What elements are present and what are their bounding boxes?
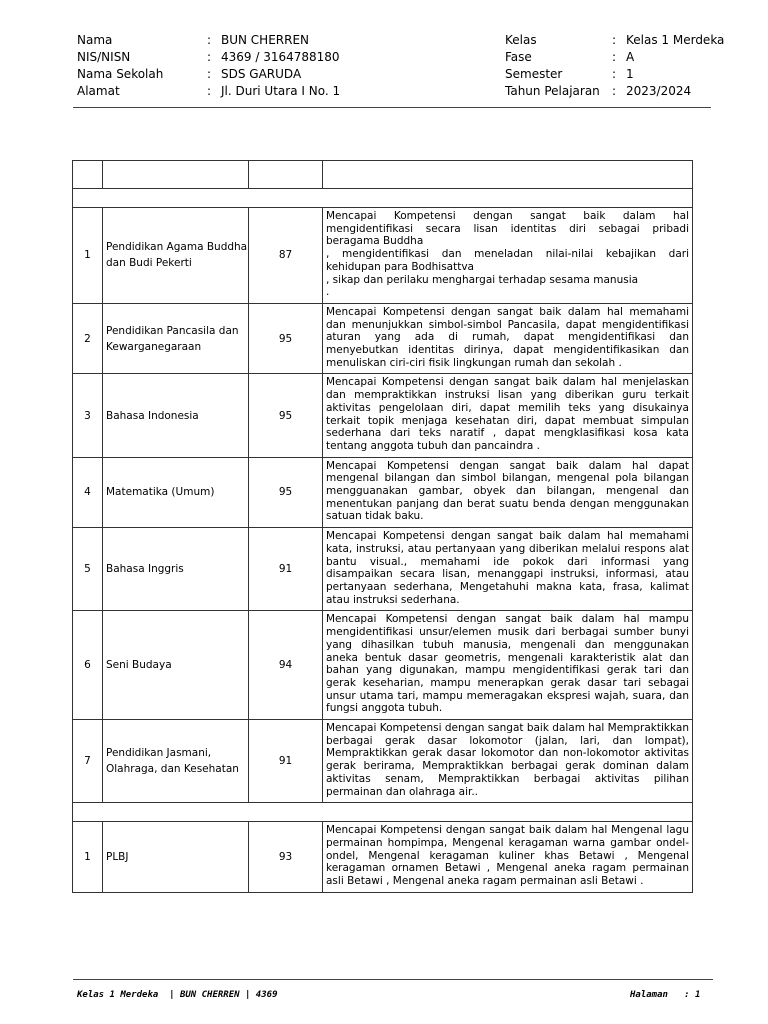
info-value: Jl. Duri Utara I No. 1 bbox=[221, 84, 341, 98]
header-cell bbox=[73, 161, 103, 189]
info-row-alamat bbox=[77, 83, 340, 100]
subject-description: Mencapai Kompetensi dengan sangat baik dalam hal Mempraktikkan berbagai gerak dasar lokomotor (jalan, lari, dan lompat), Mempraktikkan gerak dasar lokomotor dan non-lokomotor aktivitas gerak berirama, Mempraktikkan berbagai gerak dominan dalam aktivitas senam, Mempraktikkan berbagai aktivitas pilihan permainan dan olahraga air.. bbox=[323, 720, 693, 803]
info-value: BUN CHERREN bbox=[221, 33, 310, 47]
footer-divider bbox=[73, 979, 713, 980]
table-row bbox=[73, 303, 693, 374]
info-row-semester bbox=[505, 66, 724, 83]
info-label: Nama bbox=[77, 33, 113, 47]
subject-number: 7 bbox=[73, 720, 103, 803]
subject-score: 93 bbox=[249, 822, 323, 893]
info-label: Tahun Pelajaran bbox=[505, 84, 600, 98]
info-value: Kelas 1 Merdeka bbox=[626, 33, 725, 47]
subject-number: 1 bbox=[73, 822, 103, 893]
header-divider bbox=[73, 107, 711, 108]
subject-description: Mencapai Kompetensi dengan sangat baik dalam hal mengidentifikasi secara lisan identitas diri sebagai pribadi beragama Buddha , mengidentifikasi dan meneladan nilai-nilai kebajikan dari kehidupan para Bodhisattva , sikap dan perilaku menghargai terhadap sesama manusia . bbox=[323, 208, 693, 304]
subject-score: 91 bbox=[249, 528, 323, 611]
subject-name: Bahasa Indonesia bbox=[103, 374, 249, 457]
info-label: Fase bbox=[505, 50, 532, 64]
subject-description: Mencapai Kompetensi dengan sangat baik dalam hal mampu mengidentifikasi unsur/elemen musik dari berbagai sumber bunyi yang dihasilkan tubuh manusia, mengenali dan menggunakan aneka bentuk dasar geometris, mengenali karakteristik alat dan bahan yang digunakan, mampu mengidentifikasi gerak tari dan gerak keseharian, mampu menerapkan gerak dasar tari sebagai unsur utama tari, mampu memeragakan ekspresi wajah, suara, dan fungsi anggota tubuh. bbox=[323, 611, 693, 720]
header-cell bbox=[103, 161, 249, 189]
info-label: Kelas bbox=[505, 33, 537, 47]
group-separator-row bbox=[73, 189, 693, 208]
header-cell bbox=[323, 161, 693, 189]
info-colon: : bbox=[612, 67, 617, 81]
info-colon: : bbox=[207, 67, 212, 81]
group-separator-row bbox=[73, 803, 693, 822]
info-colon: : bbox=[207, 84, 212, 98]
info-colon: : bbox=[612, 33, 617, 47]
info-row-sekolah bbox=[77, 66, 340, 83]
subject-number: 6 bbox=[73, 611, 103, 720]
info-value: 2023/2024 bbox=[626, 84, 692, 98]
subject-description: Mencapai Kompetensi dengan sangat baik dalam hal menjelaskan dan mempraktikkan instruksi lisan yang diberikan guru terkait aktivitas pengelolaan diri, dapat memilih teks yang disukainya terkait topik menjaga kesehatan diri, dapat membuat simpulan sederhana dari teks naratif , dapat mengklasifikasi kosa kata tentang anggota tubuh dan pancaindra . bbox=[323, 374, 693, 457]
subject-score: 95 bbox=[249, 374, 323, 457]
subject-score: 94 bbox=[249, 611, 323, 720]
info-label: Alamat bbox=[77, 84, 120, 98]
grades-table bbox=[72, 160, 693, 893]
subject-number: 5 bbox=[73, 528, 103, 611]
table-row bbox=[73, 528, 693, 611]
subject-name: Pendidikan Jasmani, Olahraga, dan Kesehatan bbox=[103, 720, 249, 803]
subject-number: 3 bbox=[73, 374, 103, 457]
info-row-kelas bbox=[505, 32, 724, 49]
table-header-row bbox=[73, 161, 693, 189]
subject-description: Mencapai Kompetensi dengan sangat baik dalam hal memahami kata, instruksi, atau pertanyaan yang diberikan melalui respons alat bantu visual., memahami ide pokok dari informasi yang disampaikan secara lisan, menanggapi instruksi, informasi, atau pertanyaan sederhana, Mengetahuhi makna kata, frasa, kalimat atau instruksi sederhana. bbox=[323, 528, 693, 611]
info-colon: : bbox=[207, 33, 212, 47]
info-colon: : bbox=[612, 50, 617, 64]
subject-number: 4 bbox=[73, 457, 103, 528]
info-label: NIS/NISN bbox=[77, 50, 131, 64]
subject-description: Mencapai Kompetensi dengan sangat baik dalam hal dapat mengenal bilangan dan simbol bilangan, mengenal pola bilangan mengguanakan gambar, obyek dan bilangan, mengenal dan menentukan panjang dan berat suatu benda dengan menggunakan satuan tidak baku. bbox=[323, 457, 693, 528]
subject-number: 1 bbox=[73, 208, 103, 304]
class-info bbox=[505, 32, 724, 100]
info-colon: : bbox=[612, 84, 617, 98]
subject-score: 87 bbox=[249, 208, 323, 304]
subject-description: Mencapai Kompetensi dengan sangat baik dalam hal Mengenal lagu permainan hompimpa, Mengenal keragaman warna gambar ondel-ondel, Mengenal keragaman kuliner khas Betawi , Mengenal keragaman ornamen Betawi , Mengenal aneka ragam permainan asli Betawi , Mengenal aneka ragam permainan asli Betawi . bbox=[323, 822, 693, 893]
subject-name: Pendidikan Agama Buddha dan Budi Pekerti bbox=[103, 208, 249, 304]
info-value: 4369 / 3164788180 bbox=[221, 50, 340, 64]
header-cell bbox=[249, 161, 323, 189]
info-label: Nama Sekolah bbox=[77, 67, 164, 81]
student-info bbox=[77, 32, 340, 100]
subject-name: Pendidikan Pancasila dan Kewarganegaraan bbox=[103, 303, 249, 374]
footer-page-number: Halaman : 1 bbox=[630, 990, 701, 1000]
subject-name: PLBJ bbox=[103, 822, 249, 893]
subject-name: Bahasa Inggris bbox=[103, 528, 249, 611]
subject-number: 2 bbox=[73, 303, 103, 374]
group-separator-cell bbox=[73, 189, 693, 208]
table-row bbox=[73, 611, 693, 720]
info-value: 1 bbox=[626, 67, 634, 81]
info-value: SDS GARUDA bbox=[221, 67, 302, 81]
subject-score: 95 bbox=[249, 303, 323, 374]
table-row bbox=[73, 457, 693, 528]
info-row-tahun bbox=[505, 83, 724, 100]
info-row-nama bbox=[77, 32, 340, 49]
subject-name: Matematika (Umum) bbox=[103, 457, 249, 528]
info-value: A bbox=[626, 50, 635, 64]
table-row bbox=[73, 822, 693, 893]
info-colon: : bbox=[207, 50, 212, 64]
group-separator-cell bbox=[73, 803, 693, 822]
table-row bbox=[73, 208, 693, 304]
subject-score: 95 bbox=[249, 457, 323, 528]
footer-student: Kelas 1 Merdeka | BUN CHERREN | 4369 bbox=[77, 990, 278, 1000]
info-row-fase bbox=[505, 49, 724, 66]
subject-score: 91 bbox=[249, 720, 323, 803]
table-row bbox=[73, 374, 693, 457]
info-row-nisn bbox=[77, 49, 340, 66]
info-label: Semester bbox=[505, 67, 563, 81]
subject-name: Seni Budaya bbox=[103, 611, 249, 720]
subject-description: Mencapai Kompetensi dengan sangat baik dalam hal memahami dan menunjukkan simbol-simbol Pancasila, dapat mengidentifikasi aturan yang ada di rumah, dapat mengidentifikasi dan menyebutkan identitas dirinya, dapat mengidentifikasikan dan menuliskan ciri-ciri fisik lingkungan rumah dan sekolah . bbox=[323, 303, 693, 374]
table-row bbox=[73, 720, 693, 803]
